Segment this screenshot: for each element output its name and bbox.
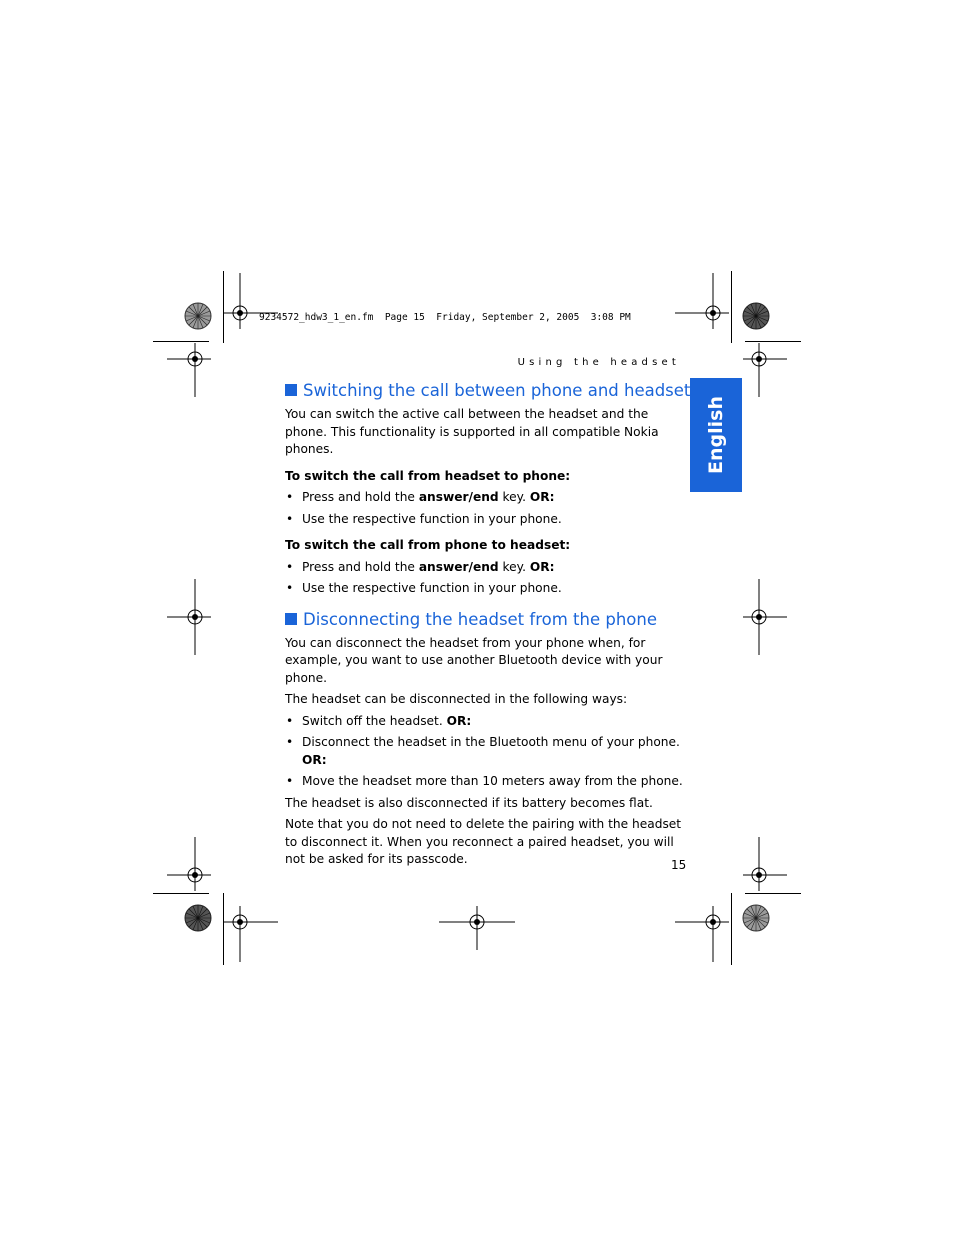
list-item-text: Use the respective function in your phone. [302,581,562,595]
rosette-icon [743,303,769,329]
registration-mark-icon [224,906,278,962]
subheading: To switch the call from headset to phone: [285,468,571,483]
section-heading [285,379,691,403]
language-tab-label: English [705,396,727,474]
registration-mark-icon [743,837,787,891]
file-info-slug: 9234572_hdw3_1_en.fm Page 15 Friday, September 2, 2005 3:08 PM [259,312,631,323]
list-item [285,773,685,791]
or-label: OR: [529,559,555,574]
square-bullet-icon [285,613,297,625]
registration-mark-icon [167,579,211,655]
key-name: answer/end [418,490,499,504]
rosette-icon [185,905,211,931]
list-item [285,580,685,598]
registration-mark-icon [675,273,729,329]
list-item-text: Disconnect the headset in the Bluetooth menu of your phone. [302,735,680,749]
paragraph: You can switch the active call between the headset and the phone. This functionality is supported in all compatible Nokia phones. [285,407,659,456]
list-item [285,734,685,769]
language-tab [690,378,742,492]
list-item-text: Press and hold the [302,490,419,504]
list-item-text: key. [498,559,530,574]
subheading: To switch the call from phone to headset: [285,538,571,552]
registration-mark-icon [675,906,729,962]
paragraph: Note that you do not need to delete the pairing with the headset to disconnect it. When you reconnect a paired headset, you will not be asked for its passcode. [285,817,682,866]
page-content [285,378,691,869]
registration-mark-icon [167,837,211,891]
rosette-icon [185,303,211,329]
running-head: Using the headset [517,357,680,368]
square-bullet-icon [285,384,297,396]
bullet-list [285,713,685,791]
list-item-text: Switch off the headset. [302,713,447,728]
or-label: OR: [446,713,472,728]
rosette-icon [743,905,769,931]
registration-mark-icon [743,579,787,655]
list-item [285,713,685,731]
list-item-text: Press and hold the [302,559,419,574]
paragraph: The headset can be disconnected in the following ways: [285,692,628,706]
page-number: 15 [671,858,687,872]
bullet-list [285,559,685,598]
or-label: OR: [302,752,327,767]
list-item [285,559,685,577]
key-name: answer/end [418,559,499,574]
registration-mark-icon [439,906,515,950]
paragraph: The headset is also disconnected if its battery becomes flat. [285,795,653,810]
list-item-text: key. [498,490,530,504]
bullet-list [285,489,685,528]
section-heading [285,608,685,632]
registration-mark-icon [167,343,211,397]
list-item [285,511,685,529]
list-item [285,489,685,507]
list-item-text: Move the headset more than 10 meters away from the phone. [302,774,683,788]
list-item-text: Use the respective function in your phone. [302,511,562,526]
paragraph: You can disconnect the headset from your phone when, for example, you want to use another Bluetooth device with your phone. [285,635,663,685]
registration-mark-icon [743,343,787,397]
section-heading-text: Disconnecting the headset from the phone [303,609,658,629]
section-heading-text: Switching the call between phone and headset [303,381,691,400]
or-label: OR: [529,490,555,504]
